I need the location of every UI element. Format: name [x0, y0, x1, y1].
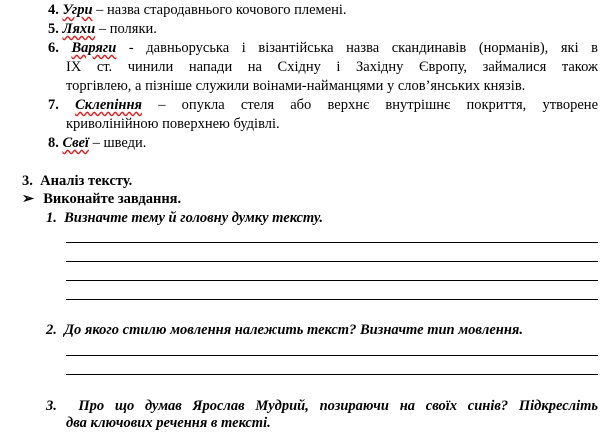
glossary-definition: – назва стародавнього кочового племені.	[92, 2, 347, 18]
task-number: 3.	[46, 398, 57, 414]
glossary-continuation: криволінійною поверхнею будівлі.	[66, 116, 280, 132]
section-heading	[22, 173, 132, 190]
answer-line[interactable]	[66, 242, 598, 243]
task-3	[46, 398, 598, 415]
glossary-number: 5.	[48, 21, 59, 37]
glossary-term: Угри	[62, 2, 93, 18]
glossary-item-6	[48, 40, 598, 57]
glossary-item-8	[48, 135, 146, 152]
glossary-term: Склепіння	[75, 97, 142, 113]
task-number: 1.	[46, 210, 57, 226]
task-continuation: два ключових речення в тексті.	[66, 415, 271, 431]
glossary-number: 8.	[48, 135, 59, 151]
instruction-text: Виконайте завдання.	[43, 191, 182, 207]
arrow-bullet-icon: ➢	[22, 191, 35, 207]
glossary-definition: - давньоруська і візантійська назва скандинавів (норманів), які в	[116, 40, 599, 56]
task-text: До якого стилю мовлення належить текст? Визначте тип мовлення.	[64, 322, 523, 338]
glossary-number: 6.	[48, 40, 59, 56]
glossary-item-7	[48, 97, 598, 114]
glossary-number: 7.	[48, 97, 59, 113]
task-text: Про що думав Ярослав Мудрий, позираючи на своїх синів? Підкресліть	[78, 398, 599, 414]
answer-line[interactable]	[66, 261, 598, 262]
glossary-definition: – шведи.	[88, 135, 147, 151]
glossary-continuation: торгівлею, а пізніше служили воінами-найманцями у слов’янських князів.	[66, 78, 526, 94]
section-title: Аналіз тексту.	[40, 173, 133, 189]
answer-line[interactable]	[66, 355, 598, 356]
task-number: 2.	[46, 322, 57, 338]
answer-line[interactable]	[66, 374, 598, 375]
glossary-item-4	[48, 2, 347, 19]
answer-line[interactable]	[66, 280, 598, 281]
section-number: 3.	[22, 173, 33, 189]
answer-line[interactable]	[66, 299, 598, 300]
glossary-definition: – опукла стеля або верхнє внутрішнє покриття, утворене	[141, 97, 599, 113]
glossary-definition: – поляки.	[95, 21, 157, 37]
task-1	[46, 210, 323, 227]
glossary-term: Свеї	[62, 135, 89, 151]
instruction	[22, 191, 181, 208]
task-2	[46, 322, 523, 339]
glossary-term: Варяги	[71, 40, 117, 56]
glossary-continuation: IX ст. чинили напади на Східну і Західну Європу, займалися також	[66, 59, 598, 75]
glossary-term: Ляхи	[62, 21, 96, 37]
glossary-number: 4.	[48, 2, 59, 18]
task-text: Визначте тему й головну думку тексту.	[64, 210, 323, 226]
glossary-item-5	[48, 21, 157, 38]
